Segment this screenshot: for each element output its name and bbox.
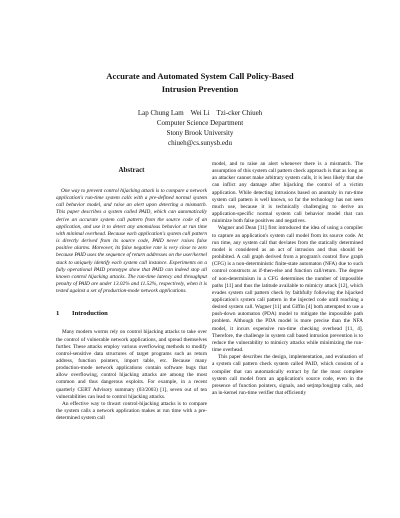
- abstract-body: [56, 188, 207, 295]
- section-number: 1: [56, 310, 60, 318]
- university: Stony Brook University: [166, 129, 234, 137]
- section-heading-introduction: [56, 309, 207, 318]
- abstract-heading: Abstract: [118, 166, 145, 174]
- abstract-paragraph: One way to prevent control hijacking attack is to compare a network application's run-time system calls with a pre-defined normal system call behavior model, and raise an alert upon detecting a mismatch. This paper describes a system called PAID, which can automatically derive an accurate system call pattern from the source code of an application, and use it to detect any anomalous behavior at run time with minimal overhead. Because each application's system call pattern is directly derived from its source code, PAID never raises false positive alarms. Moreover, its false negative rate is very close to zero because PAID uses the sequence of return addresses on the user/kernel stack to uniquely identify each system call instance. Experiments on a fully operational PAID prototype show that PAID can indeed stop all known control hijacking attacks. The run-time latency and throughput penalty of PAID are under 13.02% and 11.52%, respectively, when it is tested against a set of production-mode network applications.: [56, 188, 207, 295]
- email: chiueh@cs.sunysb.edu: [168, 139, 232, 147]
- right-paragraph-1: model, and to raise an alert whenever there is a mismatch. The assumption of this system call pattern check approach is that as long as an attacker cannot make arbitrary system calls, it is less likely that she can inflict any damage after hijacking the control of a victim application. While detecting intrusions based on anomaly in run-time system call pattern is well known, so far the technology has not seen much use, because it is technically challenging to derive an application-specific normal system call behavior model that can minimize both false positives and negatives.: [212, 161, 363, 225]
- right-paragraph-2: Wagner and Dean [11] first introduced the idea of using a compiler to capture an application's system call model from its source code. At run time, any system call that deviates from the statically determined model is considered as an act of intrusion and thus should be prohibited. A call graph derived from a program's control flow graph (CFG) is a non-deterministic finite-state automaton (NFA) due to such control constructs as if-then-else and function call/return. The degree of non-determinism in a CFG determines the number of impossible paths [11] and thus the latitude available to mimicry attack [12], which evades system call pattern check by faithfully following the hijacked application's system call pattern in the injected code until reaching a desired system call. Wagner [11] and Giffin [4] both attempted to use a push-down automaton (PDA) model to mitigate the impossible path problem. Although the PDA model is more precise than the NFA model, it incurs expensive run-time checking overhead [11, 4]. Therefore, the challenge in system call based intrusion prevention is to reduce the vulnerability to mimicry attacks while minimizing the run-time overhead.: [212, 225, 363, 354]
- author-names: Lap Chung Lam Wei Li Tzi-cker Chiueh: [137, 109, 263, 117]
- right-paragraph-3: This paper describes the design, implementation, and evaluation of a system call pattern check system called PAID, which consists of a compiler that can automatically extract by far the most complete system call model from an application's source code, even in the presence of function pointers, signals, and setjmp/longjmp calls, and an in-kernel run-time verifier that efficiently: [212, 354, 363, 396]
- section-title: Introduction: [72, 310, 108, 318]
- paper-title: [40, 70, 360, 96]
- intro-paragraph-2: An effective way to thwart control-hijacking attacks is to compare the system calls a network application makes at run time with a pre-determined system call: [56, 400, 207, 422]
- title-line-1: Accurate and Automated System Call Policy-Based: [106, 71, 294, 81]
- title-line-2: Intrusion Prevention: [161, 84, 239, 94]
- author-block: [40, 108, 360, 148]
- department: Computer Science Department: [156, 119, 244, 127]
- intro-paragraph-1: Many modern worms rely on control hijacking attacks to take over the control of vulnerable network applications, and spread themselves further. These attacks employ various overflowing methods to modify control-sensitive data structures of target programs such as return address, function pointers, import table, etc. Because many production-mode network applications contain software bugs that allow overflowing, control hijacking attacks are among the most common and thus dangerous exploits. For example, in a recent quarterly CERT Advisory summary (03/2003) [1], seven out of ten vulnerabilities can lead to control hijacking attacks.: [56, 329, 207, 400]
- right-column: [212, 161, 363, 397]
- introduction-body: [56, 329, 207, 422]
- left-column: [56, 165, 207, 422]
